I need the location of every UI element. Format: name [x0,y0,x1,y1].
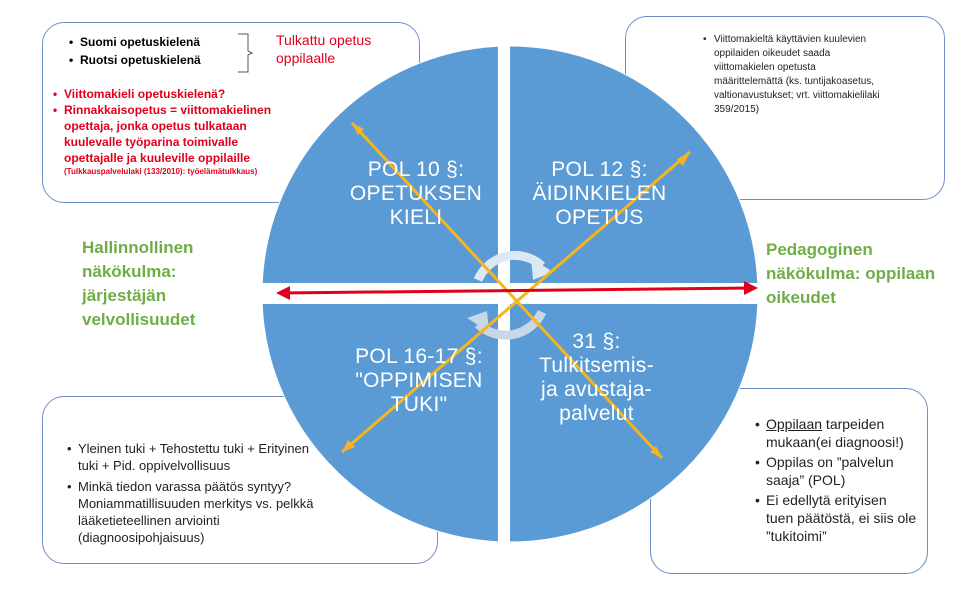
top-right-text: • Viittomakieltä käyttävien kuulevien oppilaiden oikeudet saada viittomakielen opetusta määrittelemättä (ks. tuntijakoasetus, valtionavustukset; vrt. viittomakielilaki 359/2015) [714,33,886,117]
list-item: • Minkä tiedon varassa päätös syntyy? Moniammatillisuuden merkitys vs. pelkkä lääketieteellinen arviointi (diagnoosipohjaisuus) [78,478,324,546]
quadrant-bottom-right-label: 31 §: Tulkitsemis- ja avustaja-palvelut [539,330,654,425]
list-item: • Ruotsi opetuskielenä [80,51,201,69]
list-item: • Oppilaan tarpeiden mukaan(ei diagnoosi!) [766,415,917,451]
quadrant-top-left-label: POL 10 §: OPETUKSEN KIELI [349,158,483,229]
list-item: • Rinnakkaisopetus = viittomakielinen opettaja, jonka opetus tulkataan kuulevalle työparina toimivalle opettajalle ja kuuleville oppilaille [64,102,298,166]
left-perspective-label: Hallinnollinen näkökulma: järjestäjän velvollisuudet [82,238,196,329]
bracket-note: Tulkattu opetus oppilaalle [276,32,372,66]
list-item: • Yleinen tuki + Tehostettu tuki + Erityinen tuki + Pid. oppivelvollisuus [78,440,324,474]
vertical-separator [498,40,510,560]
quadrant-bottom-left-label: POL 16-17 §: "OPPIMISEN TUKI" [355,345,483,416]
list-item: • Suomi opetuskielenä [80,33,201,51]
quadrant-top-right-label: POL 12 §: ÄIDINKIELEN OPETUS [532,158,667,229]
underlined-word: Oppilaan [766,416,823,432]
list-item: • Viittomakieli opetuskielenä? [64,86,298,102]
list-item: • Ei edellytä erityisen tuen päätöstä, ei siis ole ”tukitoimi” [766,491,917,545]
list-item: • Oppilas on ”palvelun saaja” (POL) [766,453,917,489]
right-perspective-label: Pedagoginen näkökulma: oppilaan oikeudet [766,240,936,307]
law-note: (Tulkkauspalvelulaki (133/2010): työelämätulkkaus) [64,167,258,176]
